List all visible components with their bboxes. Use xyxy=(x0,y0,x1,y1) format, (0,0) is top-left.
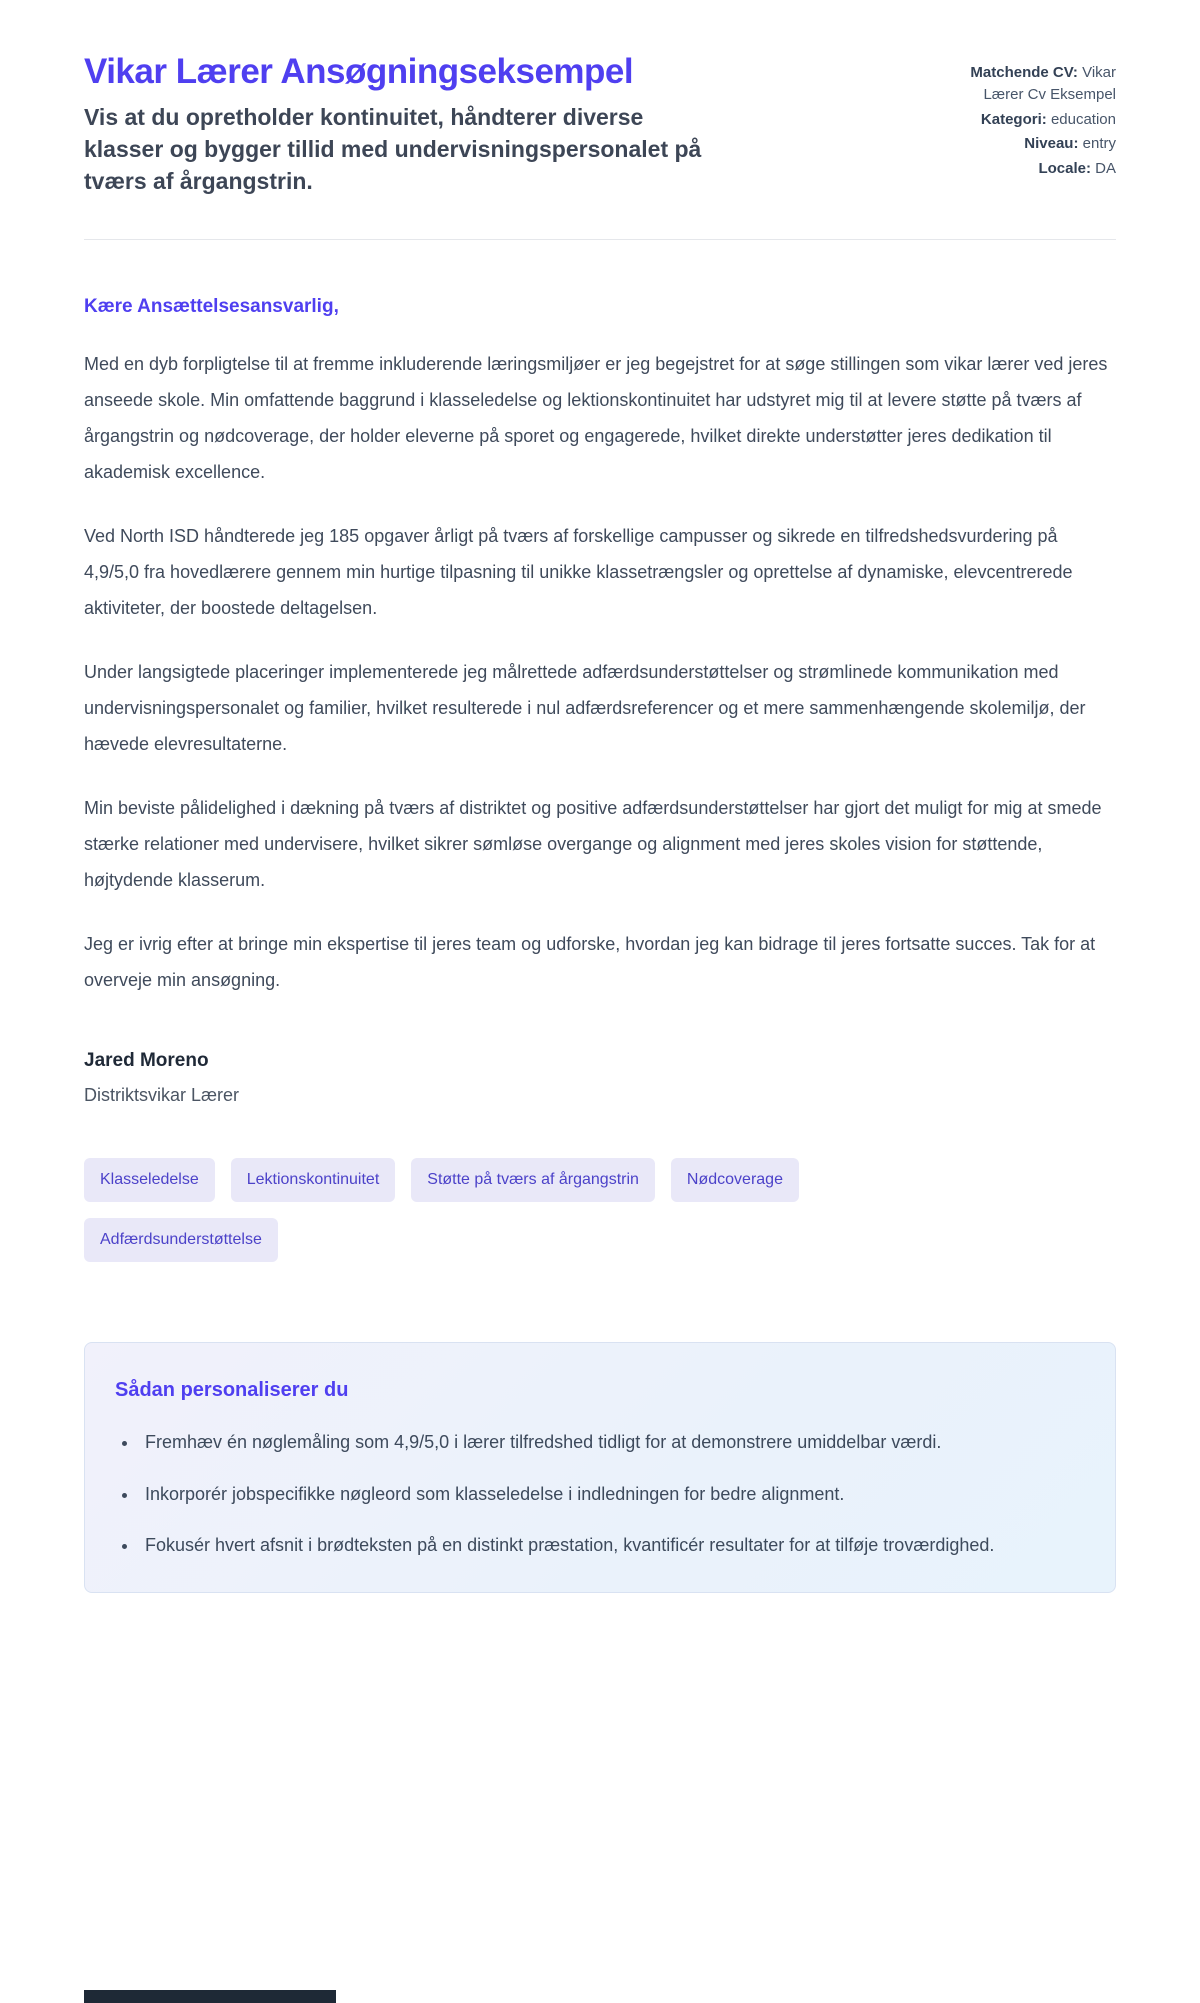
letter-paragraph: Ved North ISD håndterede jeg 185 opgaver årligt på tværs af forskellige campusser og sikrede en tilfredshedsvurdering på 4,9/5,0 fra hovedlærere gennem min hurtige tilpasning til unikke klassetrængsler og oprettelse af dynamiske, elevcentrerede aktiviteter, der boostede deltagelsen. xyxy=(84,526,1073,619)
page-title: Vikar Lærer Ansøgningseksempel xyxy=(84,52,634,91)
personalization-tips-card xyxy=(84,1342,1116,1593)
tag-chip: Lektionskontinuitet xyxy=(231,1158,396,1202)
meta-value: Vikar Lærer Cv Eksempel xyxy=(983,64,1116,103)
page-subtitle: Vis at du opretholder kontinuitet, håndterer diverse klasser og bygger tillid med undervisningspersonalet på tværs af årgangstrin. xyxy=(84,104,702,194)
tag-list xyxy=(84,1158,824,1262)
meta-row xyxy=(956,158,1116,180)
signature-title: Distriktsvikar Lærer xyxy=(84,1085,240,1106)
meta-row xyxy=(956,62,1116,106)
meta-label: Matchende CV: xyxy=(970,64,1078,81)
tips-title: Sådan personaliserer du xyxy=(115,1379,349,1402)
letter-body xyxy=(84,346,1116,998)
meta-value: entry xyxy=(1082,135,1116,153)
meta-label: Locale: xyxy=(1038,160,1091,177)
signature-name: Jared Moreno xyxy=(84,1050,209,1072)
letter-paragraph: Min beviste pålidelighed i dækning på tværs af distriktet og positive adfærdsunderstøttelser har gjort det muligt for mig at smede stærke relationer med undervisere, hvilket sikrer sømløse overgange og alignment med jeres skoles vision for støttende, højtydende klasserum. xyxy=(84,798,1102,891)
meta-value: DA xyxy=(1095,160,1116,177)
meta-label: Niveau: xyxy=(1024,135,1079,153)
tip-item: • Inkorporér jobspecifikke nøgleord som klasseledelse i indledningen for bedre alignment. xyxy=(139,1478,1085,1511)
letter-paragraph: Under langsigtede placeringer implementerede jeg målrettede adfærdsunderstøttelser og strømlinede kommunikation med undervisningspersonalet og familier, hvilket resulterede i nul adfærdsreferencer og et mere sammenhængende skolemiljø, der hævede elevresultaterne. xyxy=(84,662,1086,755)
tag-chip: Støtte på tværs af årgangstrin xyxy=(411,1158,655,1202)
tip-item: • Fokusér hvert afsnit i brødteksten på en distinkt præstation, kvantificér resultater for at tilføje troværdighed. xyxy=(139,1529,1085,1562)
letter-salutation: Kære Ansættelsesansvarlig, xyxy=(84,296,339,318)
meta-label: Kategori: xyxy=(980,110,1047,128)
tag-chip: Klasseledelse xyxy=(84,1158,215,1202)
meta-row xyxy=(956,133,1116,155)
letter-paragraph: Jeg er ivrig efter at bringe min ekspertise til jeres team og udforske, hvordan jeg kan bidrage til jeres fortsatte succes. Tak for at overveje min ansøgning. xyxy=(84,934,1096,991)
header-divider xyxy=(84,239,1116,240)
tag-chip: Nødcoverage xyxy=(671,1158,799,1202)
letter-paragraph: Med en dyb forpligtelse til at fremme inkluderende læringsmiljøer er jeg begejstret for at søge stillingen som vikar lærer ved jeres anseede skole. Min omfattende baggrund i klasseledelse og lektionskontinuitet har udstyret mig til at levere støtte på tværs af årgangstrin og nødcoverage, der holder eleverne på sporet og engagerede, hvilket direkte understøtter jeres dedikation til akademisk excellence. xyxy=(84,354,1108,483)
meta-row xyxy=(956,109,1116,131)
page-header xyxy=(84,0,1116,197)
signature-block xyxy=(84,1050,1116,1106)
footer-dark-bar xyxy=(84,1990,336,2003)
tip-item: • Fremhæv én nøglemåling som 4,9/5,0 i lærer tilfredshed tidligt for at demonstrere umiddelbar værdi. xyxy=(139,1426,1085,1459)
meta-panel xyxy=(956,52,1116,183)
meta-value: education xyxy=(1050,110,1116,128)
tips-list xyxy=(115,1426,1085,1562)
tag-chip: Adfærdsunderstøttelse xyxy=(84,1218,278,1262)
